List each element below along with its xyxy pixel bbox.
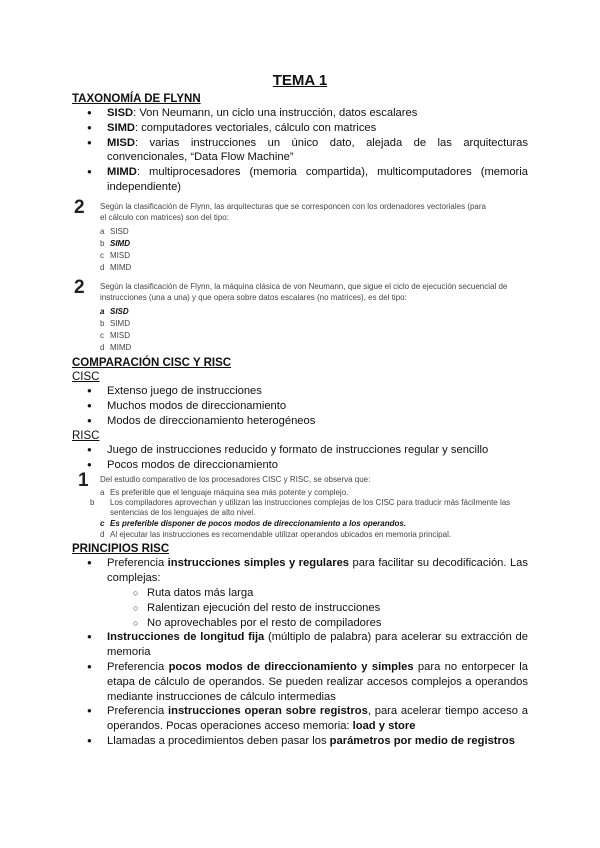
document-body	[72, 92, 528, 749]
question-number: 2	[74, 196, 85, 218]
sublist	[107, 586, 528, 630]
question-von-neumann	[72, 276, 528, 355]
option: c MISD	[100, 251, 130, 261]
list-item: ● SISD: Von Neumann, un ciclo una instrucción, datos escalares	[107, 106, 528, 121]
cisc-list	[72, 384, 528, 428]
option: d MIMD	[100, 263, 132, 273]
option: c MISD	[100, 331, 130, 340]
option: b Los compiladores aprovechan y utilizan las instrucciones complejas de los CISC para traducir más fácilmente las sentencias de los lenguajes de alto nivel.	[90, 498, 511, 518]
sublist-item: ○ Ralentizan ejecución del resto de instrucciones	[147, 601, 528, 616]
option: a SISD	[100, 226, 129, 236]
list-item: ● Modos de direccionamiento heterogéneos	[107, 414, 528, 429]
page-title: TEMA 1	[272, 72, 328, 89]
list-item: ● SIMD: computadores vectoriales, cálculo con matrices	[107, 121, 528, 136]
option: a Es preferible que el lenguaje máquina sea más potente y complejo.	[100, 488, 349, 498]
option-selected: a SISD	[100, 306, 129, 316]
list-item: ● Preferencia instrucciones operan sobre registros, para acelerar tiempo acceso a operandos. Pocas operaciones acceso memoria: load y store	[107, 704, 528, 734]
principios-heading: PRINCIPIOS RISC	[72, 543, 170, 556]
sublist-item: ○ No aprovechables por el resto de compiladores	[147, 616, 528, 631]
option-selected: c Es preferible disponer de pocos modos de direccionamiento a los operandos.	[100, 519, 407, 529]
list-item: ● MISD: varias instrucciones un único dato, alejada de las arquitecturas convencionales, “Data Flow Machine”	[107, 136, 528, 166]
question-text: Según la clasificación de Flynn, las arquitecturas que se corresponcen con los ordenadores vectoriales (para el cálculo con matrices) son del tipo:	[100, 201, 486, 222]
question-cisc-risc	[72, 470, 528, 540]
cisc-label: CISC	[72, 371, 100, 384]
list-item: ● Juego de instrucciones reducido y formato de instrucciones regular y sencillo	[107, 443, 528, 458]
option: b SIMD	[100, 318, 130, 328]
question-text: Según la clasificación de Flynn, la máquina clásica de von Neumann, que sigue el ciclo de ejecución secuencial de instrucciones (una a una) y que opera sobre datos escalares (no matrices), es del tipo:	[100, 281, 508, 302]
question-number: 1	[78, 470, 89, 492]
list-item: ● Llamadas a procedimientos deben pasar los parámetros por medio de registros	[107, 734, 528, 749]
flynn-heading: TAXONOMÍA DE FLYNN	[72, 93, 201, 105]
list-item: ● Muchos modos de direccionamiento	[107, 399, 528, 414]
option-selected: b SIMD	[100, 238, 130, 248]
flynn-list	[72, 106, 528, 195]
list-item: ● Preferencia instrucciones simples y regulares para facilitar su decodificación. Las complejas: ○ Ruta datos más larga ○ Ralentizan ejecución del resto de instrucciones ○ No aprovechables por el resto de compiladores	[107, 556, 528, 630]
sublist-item: ○ Ruta datos más larga	[147, 586, 528, 601]
list-item: ● Extenso juego de instrucciones	[107, 384, 528, 399]
question-number: 2	[74, 276, 85, 298]
cisc-risc-heading: COMPARACIÓN CISC Y RISC	[72, 357, 232, 370]
question-vectorial	[72, 196, 528, 275]
list-item: ● MIMD: multiprocesadores (memoria compartida), multicomputadores (memoria independiente)	[107, 165, 528, 195]
list-item: ● Pocos modos de direccionamiento	[107, 458, 528, 473]
risc-list	[72, 443, 528, 473]
list-item: ● Preferencia pocos modos de direccionamiento y simples para no entorpecer la etapa de cálculo de operandos. Se pueden realizar accesos complejos a operandos mediante instrucciones de cálculo intermedias	[107, 660, 528, 704]
option: d MIMD	[100, 343, 132, 353]
list-item: ● Instrucciones de longitud fija (múltiplo de palabra) para acelerar su extracción de memoria	[107, 630, 528, 660]
option: d Al ejecutar las instrucciones es recomendable utilizar operandos ubicados en memoria principal.	[100, 530, 452, 540]
question-text: Del estudio comparativo de los procesadores CISC y RISC, se observa que:	[100, 475, 371, 485]
risc-label: RISC	[72, 429, 100, 442]
principios-list	[72, 556, 528, 748]
